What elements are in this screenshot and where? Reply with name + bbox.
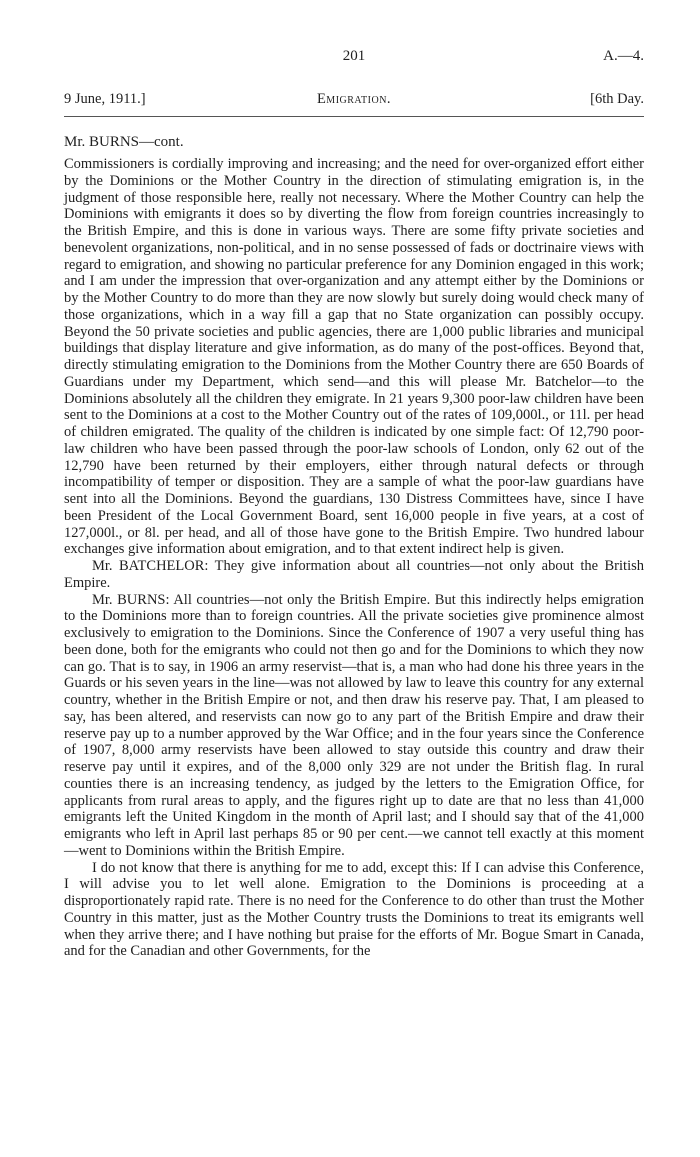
paragraph-text: All countries—not only the British Empire. But this indirectly helps emigration to the Dominions more than to foreign countries. All the private societies give prominence almost exclusively to emigration to the Dominions. Since the Conference of 1907 a very useful thing has been done, both for the emigrants who could not then go and for the Dominions to which they now can go. That is to say, in 1906 an army reservist—that is, a man who had done his three years in the Guards or his seven years in the line—was not allowed by law to leave this country for any external country, whether in the British Empire or not, and then draw his reserve pay. That, I am pleased to say, has been altered, and reservists can now go to any part of the British Empire and draw their reserve pay up to a number approved by the War Office; and in the four years since the Conference of 1907, 8,000 army reservists have been allowed to stay outside this country and draw their reserve pay until it expires, and of the 8,000 only 329 are not under the British flag. In rural counties there is an increasing tendency, as judged by the letters to the Emigration Office, for applicants from rural areas to apply, and the figures right up to date are that no less than 41,000 emigrants left the United Kingdom in the month of April last; and I should say that of the 41,000 emigrants who left in April last perhaps 85 or 90 per cent.—we cannot tell exactly at this moment—went to Dominions within the British Empire. — [64, 591, 645, 859]
running-head-date: 9 June, 1911.] — [64, 91, 146, 107]
running-head-title: Emigration. — [316, 91, 392, 107]
page-header — [64, 48, 644, 70]
paragraph — [64, 592, 644, 860]
paragraph-text: I do not know that there is anything for me to add, except this: If I can advise this Conference, I will advise you to let well alone. Emigration to the Dominions is proceeding at a disproportionately rapid rate. There is no need for the Conference to do other than trust the Mother Country in this matter, just as the Mother Country trusts the Dominions to treat its emigrants well when they arrive there; and I have nothing but praise for the efforts of Mr. Bogue Smart in Canada, and for the Canadian and other Governments, for the — [64, 859, 644, 960]
header-rule — [64, 116, 644, 117]
running-head-day: [6th Day. — [590, 91, 644, 107]
paragraph — [64, 860, 644, 961]
speaker-name: Mr. BURNS: — [92, 591, 170, 608]
speaker-continued: Mr. BURNS—cont. — [64, 134, 184, 150]
running-head — [64, 91, 644, 113]
section-code: A.—4. — [603, 48, 644, 64]
paragraph-text: Commissioners is cordially improving and increasing; and the need for over-organized effort either by the Dominions or the Mother Country in the direction of stimulating emigration is, in the judgment of those responsible here, really not necessary. Where the Mother Country can help the Dominions with emigrants it does so by diverting the flow from foreign countries increasingly to the British Empire, and this is done in various ways. There are some fifty private societies and benevolent organizations, non-political, and in no sense possessed of fads or doctrinaire views with regard to emigration, and showing no particular preference for any Dominion engaged in this work; and I am under the impression that over-organization and any attempt either by the Dominions or by the Mother Country to do more than they are now slowly but surely doing would check many of those organizations, which in a way fill a gap that no State organization can possibly occupy. Beyond the 50 private societies and public agencies, there are 1,000 public libraries and municipal buildings that display literature and give information, as do many of the post-offices. Beyond that, directly stimulating emigration to the Dominions from the Mother Country there are 650 Boards of Guardians under my Department, which send—and this will please Mr. Batchelor—to the Dominions absolutely all the children they emigrate. In 21 years 9,300 poor-law children have been sent to the Dominions at a cost to the Mother Country out of the rates of 109,000l., or 11l. per head of children emigrated. The quality of the children is indicated by one simple fact: Of 12,790 poor-law children who have been passed through the poor-law schools of London, only 62 out of the 12,790 have been returned by their employers, either through natural defects or through incompatibility of temper or disposition. They are a sample of what the poor-law guardians have sent into all the Dominions. Beyond the guardians, 130 Distress Committees have, since I have been President of the Local Government Board, sent 16,000 people in five years, at a cost of 127,000l., or 8l. per head, and all of those have gone to the British Empire. Two hundred labour exchanges give information about emigration, and to that extent indirect help is given. — [64, 156, 644, 558]
paragraph — [64, 558, 644, 592]
page-number: 201 — [342, 48, 366, 64]
document-body — [64, 156, 644, 960]
paragraph-text: They give information about all countries—not only about the British Empire. — [64, 558, 644, 591]
speaker-name: Mr. BATCHELOR: — [92, 558, 209, 574]
paragraph — [64, 156, 644, 558]
